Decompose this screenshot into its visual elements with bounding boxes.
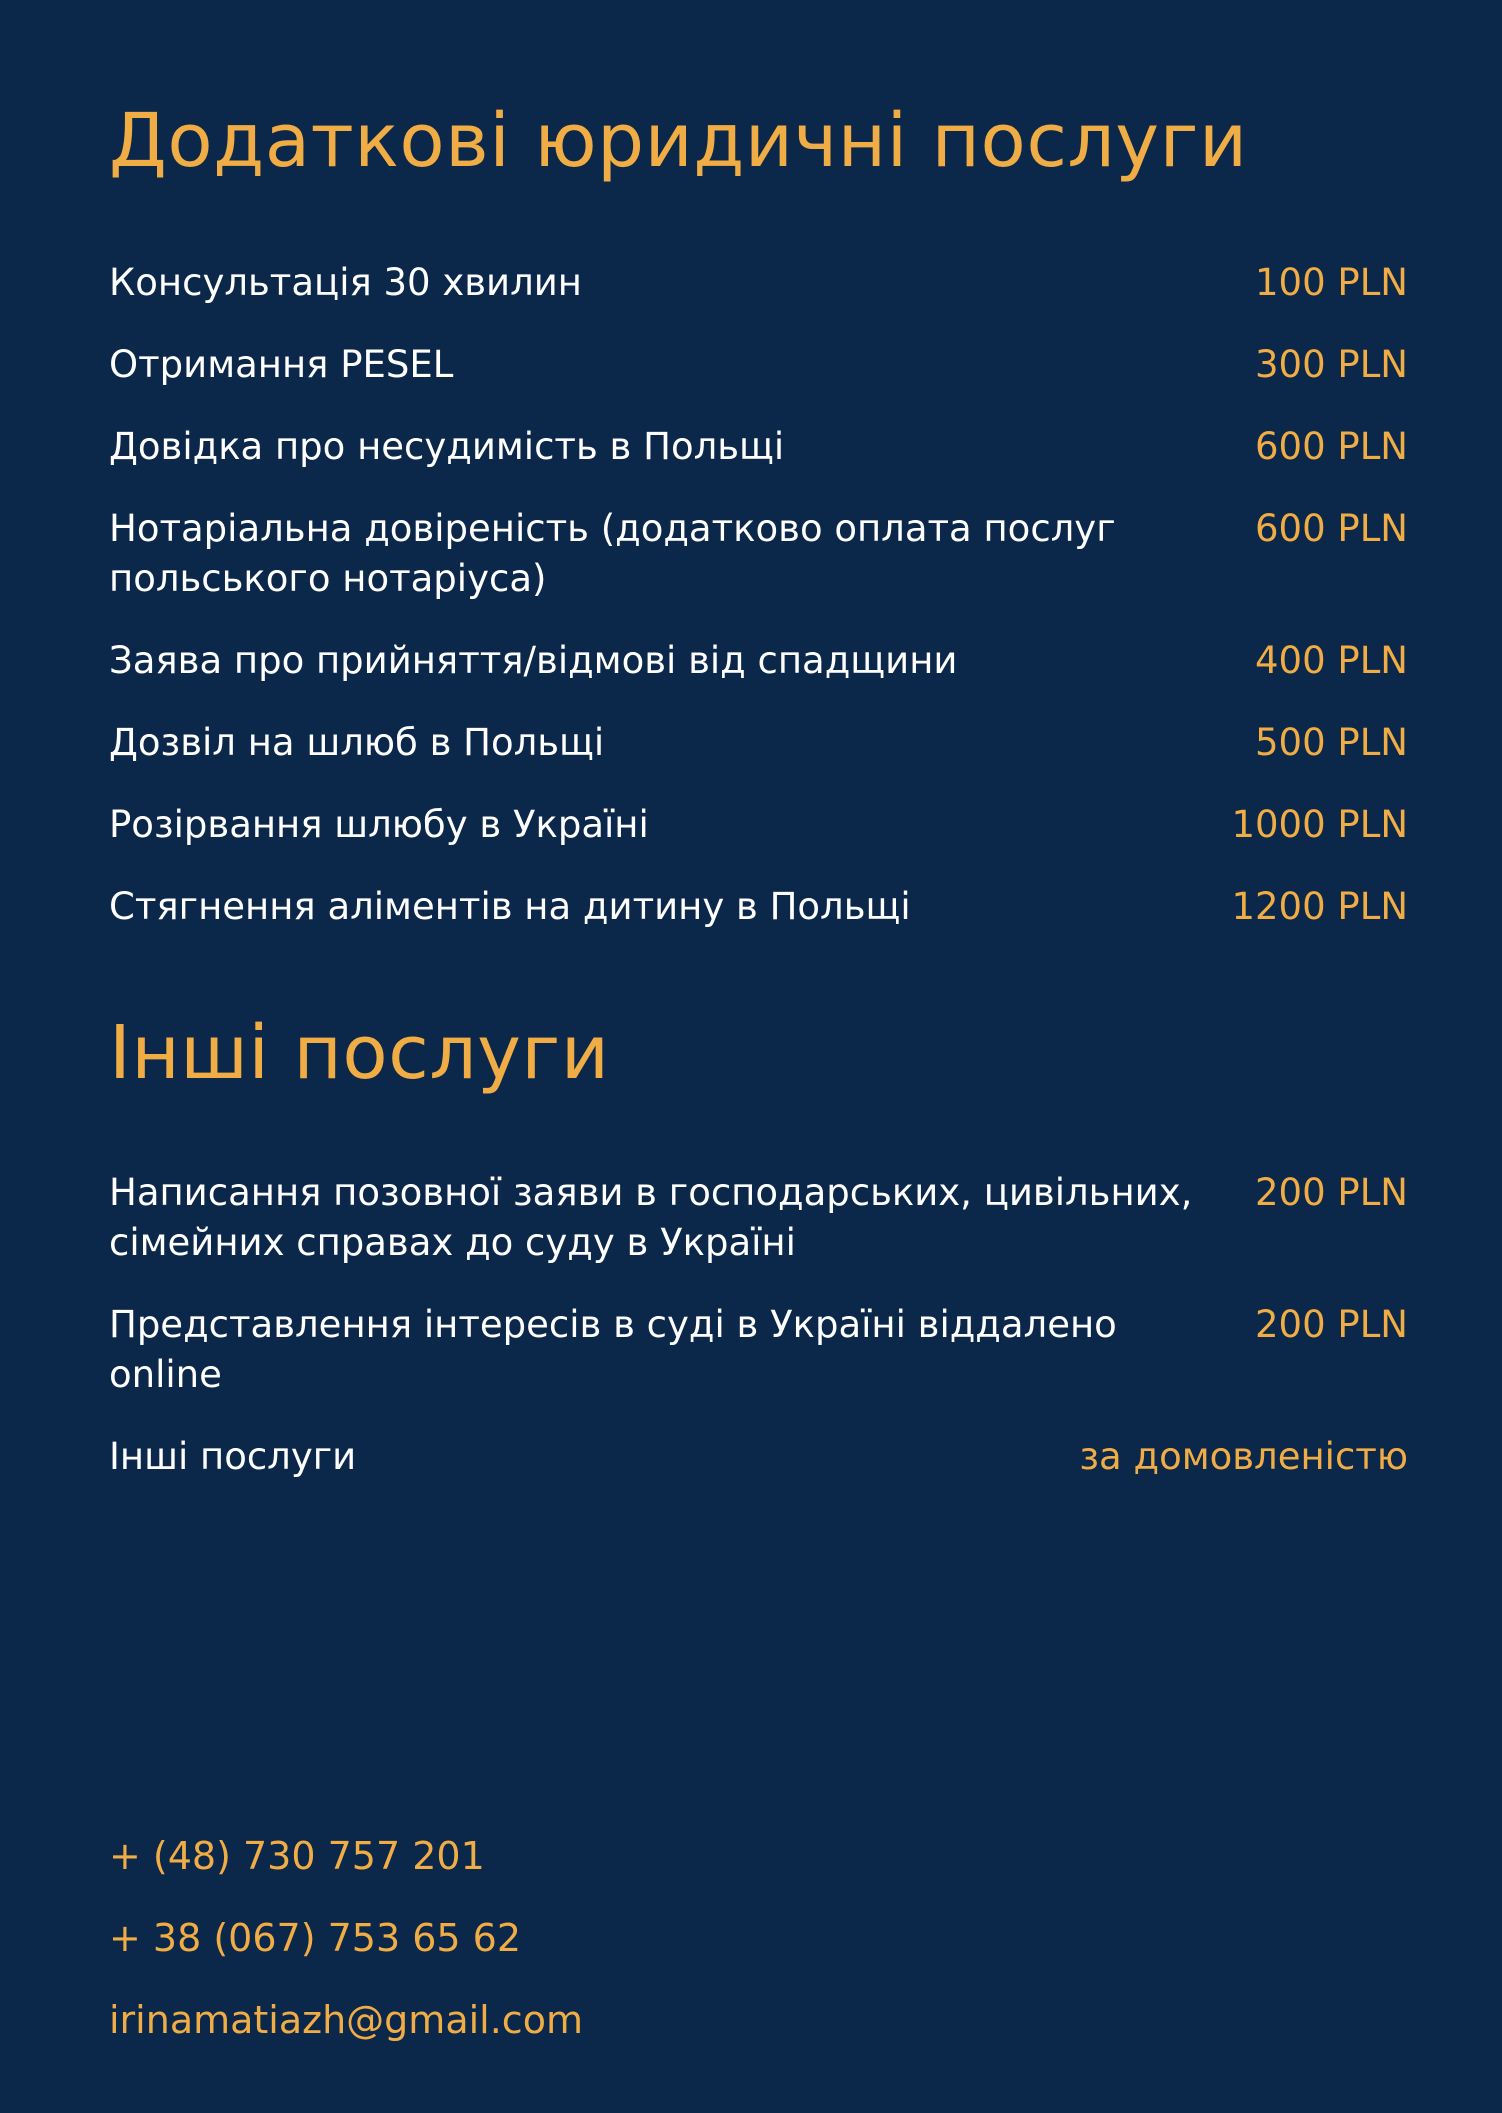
service-name: Довідка про несудимість в Польщі	[109, 425, 785, 468]
service-price: 300 PLN	[1255, 343, 1408, 386]
service-price: 200 PLN	[1255, 1171, 1408, 1214]
service-name: Представлення інтересів в суді в Україні віддалено online	[109, 1303, 1117, 1396]
service-name: Отримання PESEL	[109, 343, 454, 386]
service-price: 600 PLN	[1255, 425, 1408, 468]
service-price: 600 PLN	[1255, 507, 1408, 550]
service-name: Дозвіл на шлюб в Польщі	[109, 721, 605, 764]
service-price: 1200 PLN	[1231, 885, 1408, 928]
phone-poland[interactable]: + (48) 730 757 201	[109, 1834, 485, 1878]
section-title-other-services: Інші послуги	[109, 1010, 610, 1096]
service-name: Консультація 30 хвилин	[109, 261, 582, 304]
phone-ukraine[interactable]: + 38 (067) 753 65 62	[109, 1916, 522, 1960]
service-name: Стягнення аліментів на дитину в Польщі	[109, 885, 911, 928]
service-name: Розірвання шлюбу в Україні	[109, 803, 649, 846]
service-price: за домовленістю	[1079, 1435, 1408, 1478]
service-price: 200 PLN	[1255, 1303, 1408, 1346]
service-name: Нотаріальна довіреність (додатково оплата послуг польського нотаріуса)	[109, 507, 1116, 600]
service-name: Написання позовної заяви в господарських, цивільних, сімейних справах до суду в Україні	[109, 1171, 1193, 1264]
service-price: 400 PLN	[1255, 639, 1408, 682]
service-price: 1000 PLN	[1231, 803, 1408, 846]
service-name: Заява про прийняття/відмові від спадщини	[109, 639, 958, 682]
email-link[interactable]: irinamatiazh@gmail.com	[109, 1998, 583, 2042]
service-name: Інші послуги	[109, 1435, 357, 1478]
service-price: 100 PLN	[1255, 261, 1408, 304]
service-price: 500 PLN	[1255, 721, 1408, 764]
section-title-legal-services: Додаткові юридичні послуги	[109, 98, 1248, 184]
